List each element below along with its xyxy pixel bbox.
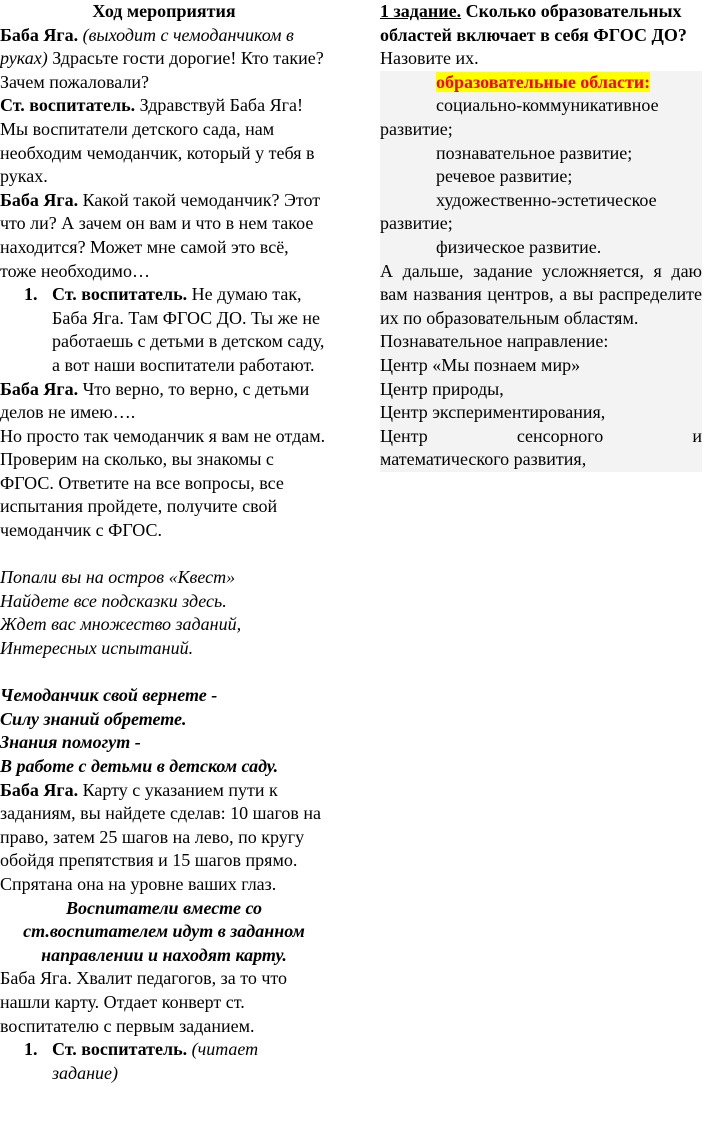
area-item-cont: развитие;: [380, 213, 453, 234]
verse-line: Ждет вас множество заданий,: [0, 614, 242, 635]
area-item: художественно-эстетическое: [436, 189, 657, 210]
paragraph-baba-yaga-question: [0, 189, 328, 283]
stage-direction: (читает задание): [52, 1039, 259, 1083]
verse-line: Найдете все подсказки здесь.: [0, 590, 227, 611]
right-column: [380, 0, 702, 472]
paragraph-text: Какой такой чемоданчик? Этот что ли? А зачем он вам и что в нем такое находится? Может мне самой это всё, тоже необходимо…: [0, 189, 321, 281]
task-prompt: Назовите их.: [380, 48, 479, 69]
verse-line: Попали вы на остров «Квест»: [0, 567, 236, 588]
item-number: 1.: [24, 284, 38, 305]
paragraph-baba-yaga-agree: [0, 378, 328, 425]
area-item-cont: развитие;: [380, 118, 453, 139]
item-number: 1.: [24, 1039, 38, 1060]
speaker-label: Баба Яга.: [0, 779, 79, 800]
areas-heading: образовательные области:: [436, 71, 651, 92]
center-word: сенсорного: [516, 425, 604, 446]
answer-block: [380, 71, 702, 472]
speaker-label: Ст. воспитатель.: [52, 1039, 188, 1060]
area-item: речевое развитие;: [436, 166, 573, 187]
verse-line: В работе с детьми в детском саду.: [0, 756, 279, 776]
task-label: 1 задание.: [380, 1, 462, 21]
center-word: Центр: [380, 425, 428, 446]
areas-heading-line: [380, 71, 702, 95]
speaker-label: Баба Яга.: [0, 189, 79, 210]
spacer: [0, 543, 328, 567]
spacer: [0, 661, 328, 685]
paragraph-baba-yaga-greeting: [0, 24, 328, 95]
verse-line: Чемоданчик свой вернете -: [0, 685, 218, 706]
center-item-cont: математического развития,: [380, 449, 587, 470]
verse-line: Силу знаний обретете.: [0, 708, 187, 729]
verse-quest: [0, 566, 328, 660]
item-text: [52, 283, 328, 377]
center-item: Центр природы,: [380, 378, 504, 399]
verse-line: Знания помогут -: [0, 732, 141, 753]
numbered-item: [0, 1038, 328, 1085]
stage-note: Воспитатели вместе со ст.воспитателем идут в заданном направлении и находят карту.: [23, 897, 305, 965]
stage-direction: (выходит с чемоданчиком в руках): [0, 24, 294, 69]
speaker-label: Ст. воспитатель.: [52, 284, 188, 305]
paragraph-educator-reply: [0, 94, 328, 188]
area-item: социально-коммуникативное: [436, 95, 659, 116]
direction-label: Познавательное направление:: [380, 331, 609, 352]
item-text: [52, 1038, 328, 1085]
paragraph-next-task: А дальше, задание усложняется, я даю вам названия центров, а вы распределите их по образовательным областям.: [380, 260, 702, 328]
area-item: физическое развитие.: [436, 236, 602, 257]
speaker-label: Баба Яга.: [0, 24, 79, 45]
verse-suitcase: [0, 684, 328, 778]
verse-line: Интересных испытаний.: [0, 638, 194, 659]
numbered-item: [0, 283, 328, 377]
left-column: [0, 0, 328, 1085]
task-question-text: Сколько образовательных областей включает в себя ФГОС ДО?: [380, 1, 687, 45]
paragraph-map-directions: [0, 779, 328, 897]
center-word: и: [692, 425, 702, 446]
area-item: познавательное развитие;: [436, 142, 633, 163]
paragraph-text: Здравствуй Баба Яга! Мы воспитатели детского сада, нам необходим чемоданчик, который у тебя в руках.: [0, 95, 315, 187]
task-question: [380, 0, 702, 47]
paragraph-challenge: Но просто так чемоданчик я вам не отдам. Проверим на сколько, вы знакомы с ФГОС. Ответите на все вопросы, все испытания пройдете, получите свой чемоданчик с ФГОС.: [0, 425, 326, 541]
paragraph-text: Не думаю так, Баба Яга. Там ФГОС ДО. Ты же не работаешь с детьми в детском саду, а вот наши воспитатели работают.: [52, 284, 325, 375]
speaker-label: Ст. воспитатель.: [0, 95, 136, 116]
paragraph-text: Здрасьте гости дорогие! Кто такие? Зачем пожаловали?: [0, 48, 324, 92]
event-heading: Ход мероприятия: [92, 1, 236, 21]
paragraph-text: Карту с указанием пути к заданиям, вы найдете сделав: 10 шагов на право, затем 25 шагов на лево, по кругу обойдя препятствия и 15 шагов прямо. Спрятана она на уровне ваших глаз.: [0, 779, 322, 894]
center-item: Центр экспериментирования,: [380, 402, 606, 423]
center-item: Центр «Мы познаем мир»: [380, 354, 581, 375]
paragraph-text: Что верно, то верно, с детьми делов не имею….: [0, 378, 310, 423]
speaker-label: Баба Яга.: [0, 378, 79, 399]
paragraph-envelope: Баба Яга. Хвалит педагогов, за то что нашли карту. Отдает конверт ст. воспитателю с первым заданием.: [0, 968, 288, 1036]
center-item: [380, 425, 702, 449]
